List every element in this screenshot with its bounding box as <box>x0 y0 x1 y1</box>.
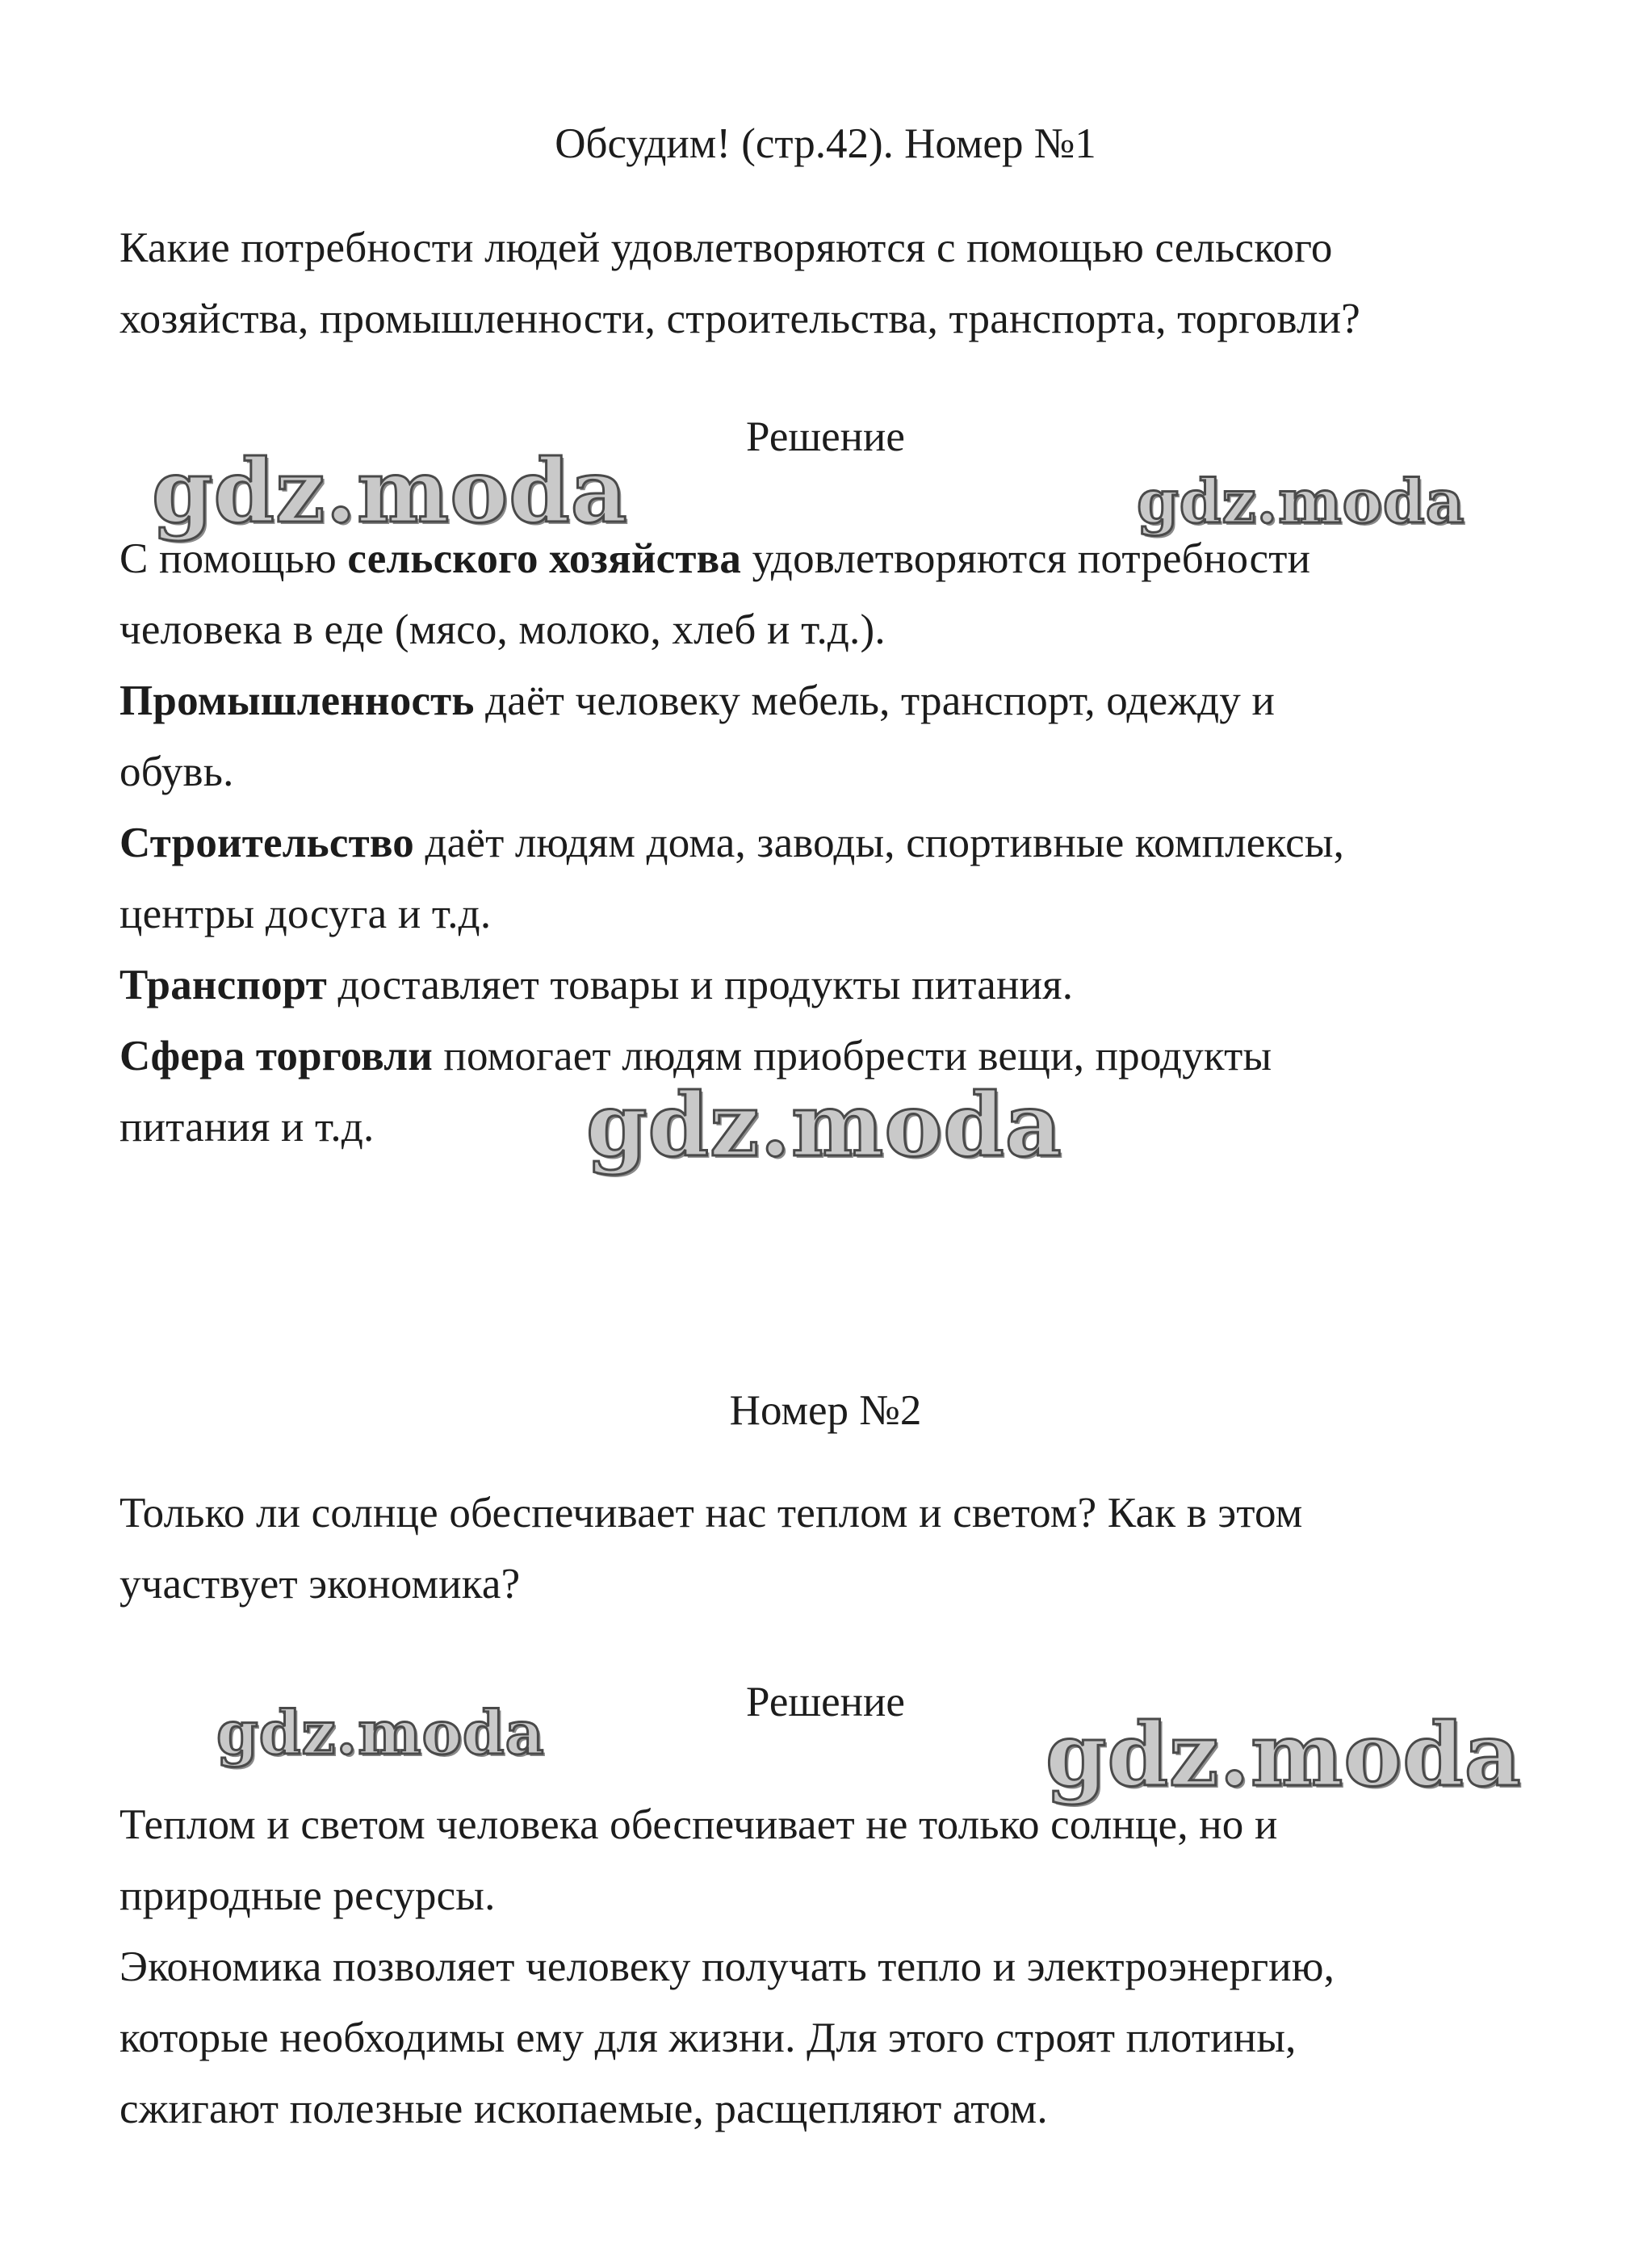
watermark-logo: gdz.moda <box>586 1075 1062 1176</box>
answer1-line-1: С помощью сельского хозяйства удовлетворяются потребности <box>119 535 1311 582</box>
answer1-line-3: Промышленность даёт человеку мебель, транспорт, одежду и <box>119 677 1276 724</box>
section2-heading: Номер №2 <box>729 1387 922 1434</box>
answer1-line-6: центры досуга и т.д. <box>119 891 492 937</box>
watermark-logo: gdz.moda <box>216 1699 545 1768</box>
answer1-line-7: Транспорт доставляет товары и продукты питания. <box>119 962 1074 1008</box>
section2-solution-label: Решение <box>746 1679 905 1725</box>
answer1-line-2: человека в еде (мясо, молоко, хлеб и т.д.). <box>119 606 886 653</box>
section1-heading: Обсудим! (стр.42). Номер №1 <box>555 120 1096 167</box>
answer1-line-8: Сфера торговли помогает людям приобрести вещи, продукты <box>119 1033 1272 1080</box>
answer2-line-4: которые необходимы ему для жизни. Для этого строят плотины, <box>119 2014 1297 2061</box>
answer1-line-9: питания и т.д. <box>119 1104 375 1151</box>
section2-question-line-2: участвует экономика? <box>119 1561 521 1608</box>
section1-solution-label: Решение <box>746 413 905 460</box>
answer1-line-4: обувь. <box>119 748 234 795</box>
answer2-line-2: природные ресурсы. <box>119 1872 496 1919</box>
section1-question-line-1: Какие потребности людей удовлетворяются с помощью сельского <box>119 224 1333 271</box>
answer2-line-1: Теплом и светом человека обеспечивает не только солнце, но и <box>119 1801 1278 1848</box>
watermark-logo: gdz.moda <box>1137 467 1465 537</box>
answer1-line-5: Строительство даёт людям дома, заводы, спортивные комплексы, <box>119 820 1345 866</box>
answer2-line-3: Экономика позволяет человеку получать тепло и электроэнергию, <box>119 1943 1335 1990</box>
section1-question-line-2: хозяйства, промышленности, строительства, транспорта, торговли? <box>119 296 1360 342</box>
watermark-logo: gdz.moda <box>152 441 628 543</box>
answer2-line-5: сжигают полезные ископаемые, расщепляют атом. <box>119 2086 1048 2132</box>
section2-question-line-1: Только ли солнце обеспечивает нас теплом и светом? Как в этом <box>119 1490 1303 1536</box>
watermark-logo: gdz.moda <box>1045 1704 1522 1806</box>
